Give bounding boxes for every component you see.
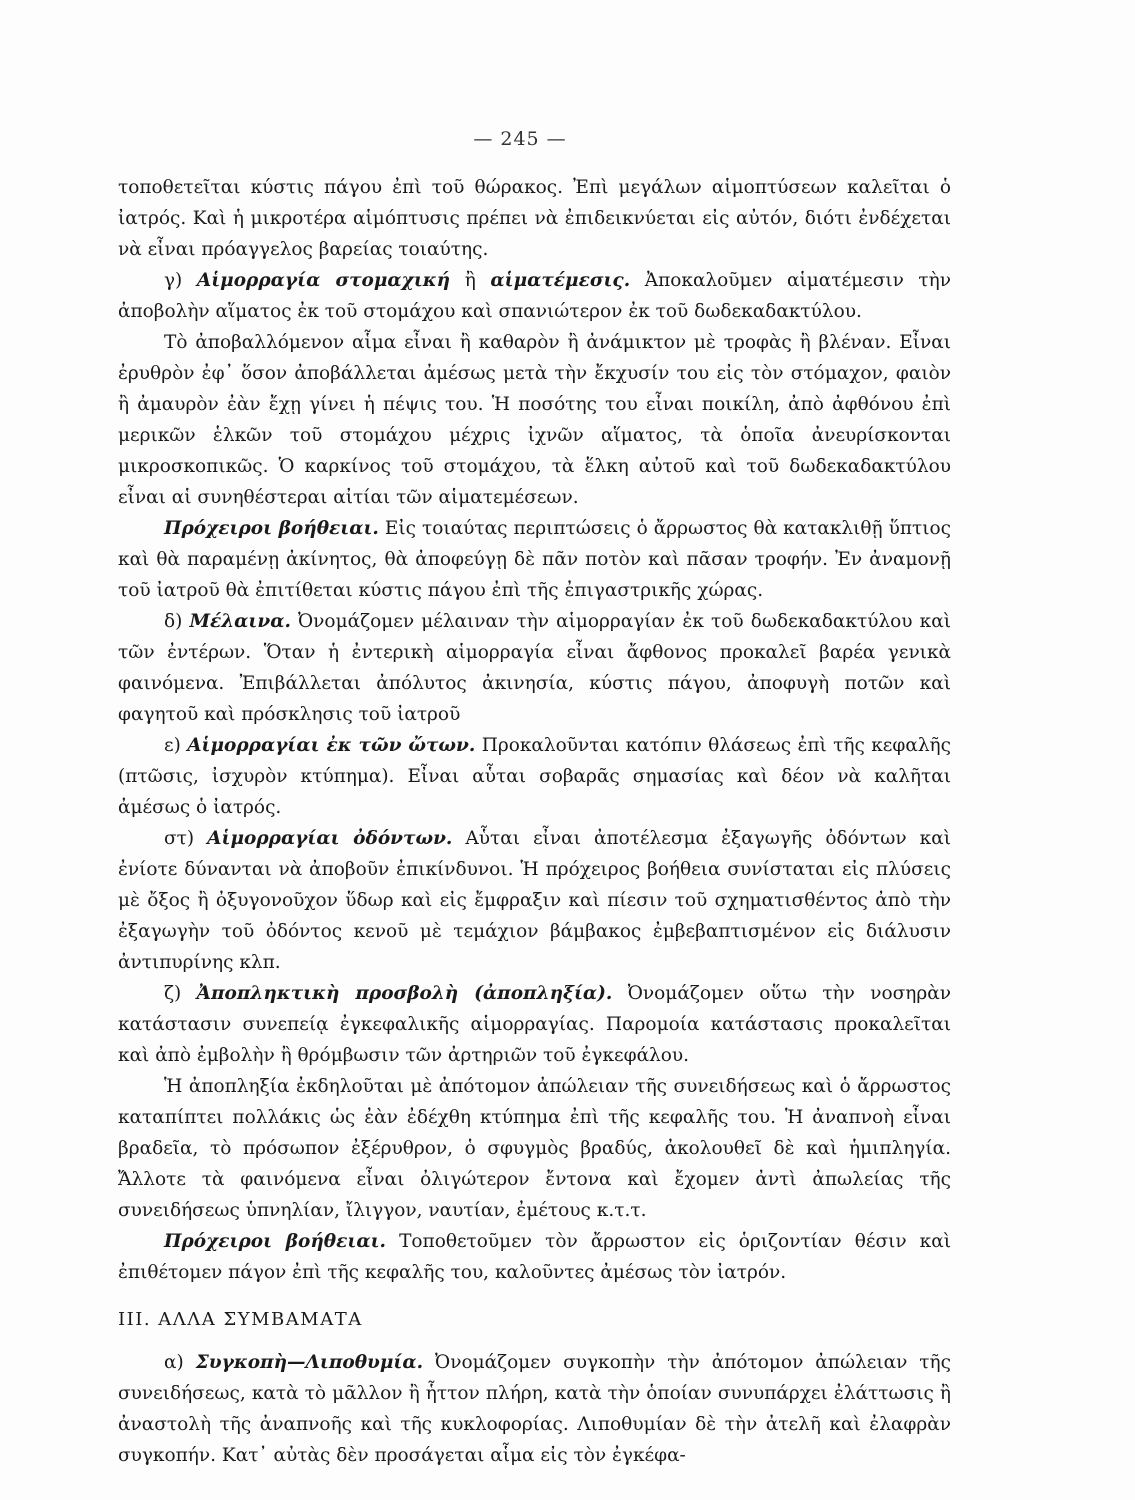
item-heading: Αἱμορραγίαι ἐκ τῶν ὤτων. bbox=[187, 735, 476, 756]
paragraph-text: Ὀνομάζομεν συγκοπὴν τὴν ἀπότομον ἀπώλειαν τῆς συνειδήσεως, κατὰ τὸ μᾶλλον ἢ ἧττον πλήρη, κατὰ τὴν ὁποίαν συνυπάρχει ἐλάττωσις ἢ ἀναστολὴ τῆς ἀναπνοῆς καὶ τῆς κυκλοφορίας. Λιποθυμίαν δὲ τὴν ἀτελῆ καὶ ἐλαφρὰν συγκοπήν. Κατ᾽ αὐτὰς δὲν προσάγεται αἷμα εἰς τὸν ἐγκέφα- bbox=[118, 1352, 951, 1466]
paragraph: Ἡ ἀποπληξία ἐκδηλοῦται μὲ ἀπότομον ἀπώλειαν τῆς συνειδήσεως καὶ ὁ ἄρρωστος καταπίπτει πολλάκις ὡς ἐὰν ἐδέχθη κτύπημα ἐπὶ τῆς κεφαλῆς του. Ἡ ἀναπνοὴ εἶναι βραδεῖα, τὸ πρόσωπον ἐξέρυθρον, ὁ σφυγμὸς βραδύς, ἀκολουθεῖ δὲ καὶ ἡμιπληγία. Ἄλλοτε τὰ φαινόμενα εἶναι ὀλιγώτερον ἔντονα καὶ ἔχομεν ἀντὶ ἀπωλείας τῆς συνειδήσεως ὑπνηλίαν, ἴλιγγον, ναυτίαν, ἐμέτους κ.τ.τ. bbox=[118, 1076, 951, 1221]
paragraph-text: Εἰς τοιαύτας περιπτώσεις ὁ ἄρρωστος θὰ κατακλιθῇ ὕπτιος καὶ θὰ παραμένῃ ἀκίνητος, θὰ ἀποφεύγῃ δὲ πᾶν ποτὸν καὶ πᾶσαν τροφήν. Ἐν ἀναμονῇ τοῦ ἰατροῦ θὰ ἐπιτίθεται κύστις πάγου ἐπὶ τῆς ἐπιγαστρικῆς χώρας. bbox=[118, 518, 951, 601]
paragraph-text: Τοποθετοῦμεν τὸν ἄρρωστον εἰς ὁριζοντίαν θέσιν καὶ ἐπιθέτομεν πάγον ἐπὶ τῆς κεφαλῆς του, καλοῦντες ἀμέσως τὸν ἰατρόν. bbox=[118, 1231, 951, 1283]
paragraph bbox=[118, 730, 951, 823]
paragraph: τοποθετεῖται κύστις πάγου ἐπὶ τοῦ θώρακος. Ἐπὶ μεγάλων αἱμοπτύσεων καλεῖται ὁ ἰατρός. Καὶ ἡ μικροτέρα αἱμόπτυσις πρέπει νὰ ἐπιδεικνύεται εἰς αὐτόν, διότι ἐνδέχεται νὰ εἶναι πρόαγγελος βαρείας τοιαύτης. bbox=[118, 177, 951, 260]
paragraph bbox=[118, 513, 951, 606]
paragraph bbox=[118, 978, 951, 1071]
item-label: γ) bbox=[164, 270, 183, 291]
paragraph-text: Ὀνομάζομεν οὕτω τὴν νοσηρὰν κατάστασιν συνεπείᾳ ἐγκεφαλικῆς αἱμορραγίας. Παρομοία κατάστασις προκαλεῖται καὶ ἀπὸ ἐμβολὴν ἢ θρόμβωσιν τῶν ἀρτηριῶν τοῦ ἐγκεφάλου. bbox=[118, 983, 951, 1066]
section-title: III. ΑΛΛΑ ΣΥΜΒΑΜΑΤΑ bbox=[118, 1309, 363, 1330]
item-label: στ) bbox=[164, 828, 195, 849]
item-heading: Πρόχειροι βοήθειαι. bbox=[164, 518, 379, 539]
paragraph: Τὸ ἀποβαλλόμενον αἷμα εἶναι ἢ καθαρὸν ἢ ἀνάμικτον μὲ τροφὰς ἢ βλέναν. Εἶναι ἐρυθρὸν ἐφ᾽ ὅσον ἀποβάλλεται ἀμέσως μετὰ τὴν ἔκχυσίν του εἰς τὸν στόμαχον, φαιὸν ἢ ἀμαυρὸν ἐὰν ἔχῃ γίνει ἡ πέψις του. Ἡ ποσότης του εἶναι ποικίλη, ἀπὸ ἀφθόνου ἐπὶ μερικῶν ἑλκῶν τοῦ στομάχου μέχρις ἰχνῶν αἵματος, τὰ ὁποῖα ἀνευρίσκονται μικροσκοπικῶς. Ὁ καρκίνος τοῦ στομάχου, τὰ ἕλκη αὐτοῦ καὶ τοῦ δωδεκαδακτύλου εἶναι αἱ συνηθέστεραι αἰτίαι τῶν αἱματεμέσεων. bbox=[118, 332, 951, 508]
paragraph bbox=[118, 606, 951, 730]
item-label: δ) bbox=[164, 611, 183, 632]
paragraph-text: Ἀποκαλοῦμεν αἱματέμεσιν τὴν ἀποβολὴν αἵματος ἐκ τοῦ στομάχου καὶ σπανιώτερον ἐκ τοῦ δωδεκαδακτύλου. bbox=[118, 270, 951, 322]
item-label: ε) bbox=[164, 735, 181, 756]
item-heading: Πρόχειροι βοήθειαι. bbox=[164, 1231, 386, 1252]
item-label: α) bbox=[164, 1352, 184, 1373]
paragraph-text: Ὀνομάζομεν μέλαιναν τὴν αἱμορραγίαν ἐκ τοῦ δωδεκαδακτύλου καὶ τῶν ἐντέρων. Ὅταν ἡ ἐντερικὴ αἱμορραγία εἶναι ἄφθονος προκαλεῖ βαρέα γενικὰ φαινόμενα. Ἐπιβάλλεται ἀπόλυτος ἀκινησία, κύστις πάγου, ἀποφυγὴ ποτῶν καὶ φαγητοῦ καὶ πρόσκλησις τοῦ ἰατροῦ bbox=[118, 611, 951, 725]
page-number: — 245 — bbox=[473, 128, 567, 150]
item-heading: Αἱμορραγία στομαχική bbox=[196, 270, 451, 291]
connector: ἢ bbox=[464, 270, 476, 291]
item-heading: Συγκοπὴ—Λιποθυμία. bbox=[195, 1352, 424, 1373]
item-heading: Ἀποπληκτικὴ προσβολὴ (ἀποπληξία). bbox=[196, 983, 613, 1004]
paragraph-text: Αὗται εἶναι ἀποτέλεσμα ἐξαγωγῆς ὀδόντων καὶ ἐνίοτε δύνανται νὰ ἀποβοῦν ἐπικίνδυνοι. Ἡ πρόχειρος βοήθεια συνίσταται εἰς πλύσεις μὲ ὄξος ἢ ὀξυγονοῦχον ὕδωρ καὶ εἰς ἔμφραξιν καὶ πίεσιν τοῦ σχηματισθέντος ἀπὸ τὴν ἐξαγωγὴν τοῦ ὀδόντος κενοῦ μὲ τεμάχιον βάμβακος ἐμβεβαπτισμένον εἰς διάλυσιν ἀντιπυρίνης κλπ. bbox=[118, 828, 951, 973]
paragraph bbox=[118, 265, 951, 327]
paragraph bbox=[118, 1226, 951, 1288]
paragraph bbox=[118, 823, 951, 978]
item-label: ζ) bbox=[164, 983, 182, 1004]
item-heading: αἱματέμεσις. bbox=[490, 270, 631, 291]
paragraph-text: Προκαλοῦνται κατόπιν θλάσεως ἐπὶ τῆς κεφαλῆς (πτῶσις, ἰσχυρὸν κτύπημα). Εἶναι αὗται σοβαρᾶς σημασίας καὶ δέον νὰ καλῆται ἀμέσως ὁ ἰατρός. bbox=[118, 735, 951, 818]
item-heading: Αἱμορραγίαι ὀδόντων. bbox=[207, 828, 453, 849]
page-body bbox=[118, 172, 951, 1471]
paragraph bbox=[118, 1347, 951, 1471]
item-heading: Μέλαινα. bbox=[189, 611, 291, 632]
